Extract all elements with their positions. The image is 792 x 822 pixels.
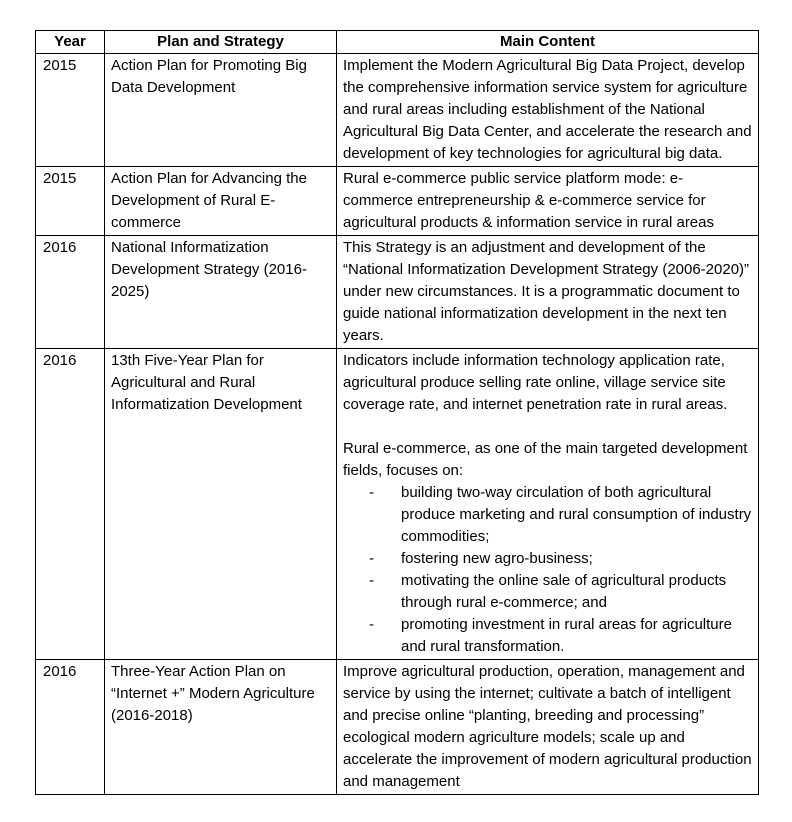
bullet-text: building two-way circulation of both agricultural produce marketing and rural consumption of industry commodities; bbox=[401, 484, 752, 545]
header-row bbox=[36, 31, 759, 54]
content-paragraph: Improve agricultural production, operation, management and service by using the internet; cultivate a batch of intelligent and precise online “planting, breeding and processing” ecological modern agriculture models; scale up and accelerate the improvement of modern agricultural production and management bbox=[343, 663, 752, 790]
table-row bbox=[36, 660, 759, 795]
content-cell bbox=[337, 54, 759, 167]
table-row bbox=[36, 167, 759, 236]
table-row bbox=[36, 236, 759, 349]
table-body bbox=[36, 54, 759, 795]
content-paragraph: Implement the Modern Agricultural Big Data Project, develop the comprehensive information service system for agriculture and rural areas including establishment of the National Agricultural Big Data Center, and accelerate the research and development of key technologies for agricultural big data. bbox=[343, 57, 752, 162]
plan-cell: 13th Five-Year Plan for Agricultural and Rural Informatization Development bbox=[105, 349, 337, 660]
bullet-item bbox=[369, 482, 752, 548]
bullet-text: promoting investment in rural areas for agriculture and rural transformation. bbox=[401, 616, 732, 655]
bullet-text: motivating the online sale of agricultural products through rural e-commerce; and bbox=[401, 572, 727, 611]
dash-bullet: - bbox=[369, 484, 374, 501]
year-cell: 2015 bbox=[36, 54, 105, 167]
plan-cell: Action Plan for Promoting Big Data Development bbox=[105, 54, 337, 167]
year-cell: 2016 bbox=[36, 236, 105, 349]
bullet-item bbox=[369, 548, 752, 570]
year-cell: 2016 bbox=[36, 349, 105, 660]
header-plan-and-strategy: Plan and Strategy bbox=[105, 31, 337, 54]
content-cell bbox=[337, 349, 759, 660]
plan-cell: National Informatization Development Strategy (2016-2025) bbox=[105, 236, 337, 349]
content-paragraph: Rural e-commerce, as one of the main targeted development fields, focuses on: bbox=[343, 440, 748, 479]
plan-cell: Action Plan for Advancing the Development of Rural E-commerce bbox=[105, 167, 337, 236]
content-paragraph: This Strategy is an adjustment and development of the “National Informatization Development Strategy (2006-2020)” under new circumstances. It is a programmatic document to guide national informatization development in the next ten years. bbox=[343, 239, 750, 344]
table-row bbox=[36, 349, 759, 660]
dash-bullet: - bbox=[369, 616, 374, 633]
year-cell: 2015 bbox=[36, 167, 105, 236]
content-paragraph: Indicators include information technology application rate, agricultural produce selling rate online, village service site coverage rate, and internet penetration rate in rural areas. bbox=[343, 352, 728, 413]
blank-line bbox=[343, 416, 752, 438]
bullet-item bbox=[369, 614, 752, 658]
bullet-text: fostering new agro-business; bbox=[401, 550, 593, 567]
header-main-content: Main Content bbox=[337, 31, 759, 54]
policy-table bbox=[35, 30, 759, 795]
header-year: Year bbox=[36, 31, 105, 54]
dash-bullet: - bbox=[369, 572, 374, 589]
bullet-item bbox=[369, 570, 752, 614]
content-cell bbox=[337, 660, 759, 795]
content-cell bbox=[337, 236, 759, 349]
content-cell bbox=[337, 167, 759, 236]
table-row bbox=[36, 54, 759, 167]
dash-bullet: - bbox=[369, 550, 374, 567]
year-cell: 2016 bbox=[36, 660, 105, 795]
content-paragraph: Rural e-commerce public service platform mode: e-commerce entrepreneurship & e-commerce service for agricultural products & information service in rural areas bbox=[343, 170, 714, 231]
plan-cell: Three-Year Action Plan on “Internet +” Modern Agriculture (2016-2018) bbox=[105, 660, 337, 795]
